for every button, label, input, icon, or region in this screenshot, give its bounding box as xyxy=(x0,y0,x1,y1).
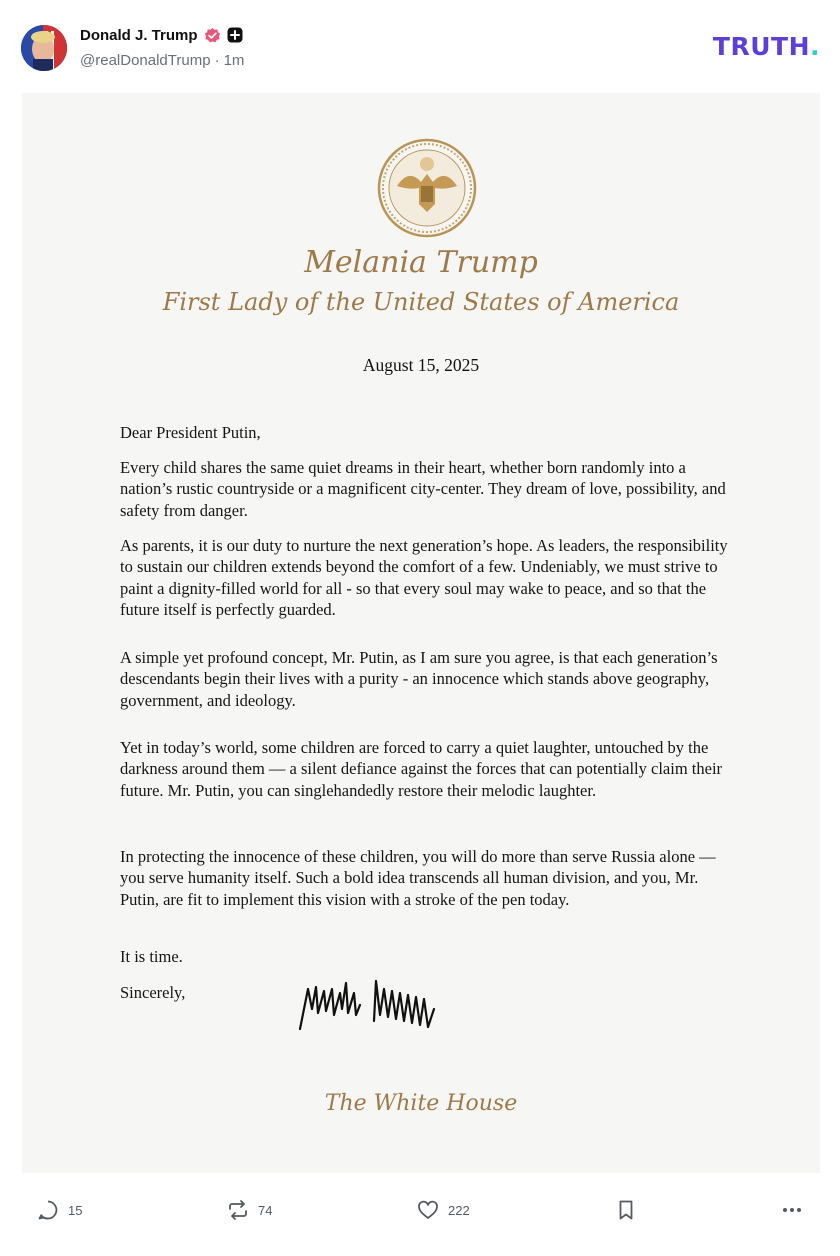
author-handle[interactable]: @realDonaldTrump xyxy=(80,52,211,69)
post-action-bar xyxy=(0,1190,840,1230)
like-button[interactable] xyxy=(416,1190,470,1230)
reply-button[interactable] xyxy=(36,1190,82,1230)
reply-count: 15 xyxy=(68,1202,83,1218)
letter-date: August 15, 2025 xyxy=(362,355,480,375)
retruth-count: 74 xyxy=(258,1202,273,1218)
letter-salutation: Dear President Putin, xyxy=(120,423,261,442)
author-display-name[interactable]: Donald J. Trump xyxy=(80,26,198,44)
heart-icon xyxy=(416,1198,440,1222)
bookmark-button[interactable] xyxy=(614,1190,638,1230)
letter-paragraph-5: In protecting the innocence of these children, you will do more than serve Russia alone — you serve humanity itself. Such a bold idea transcends all human division, and you, Mr. Putin, are fit to implement this vision with a stroke of the pen today. xyxy=(120,847,716,909)
truth-social-logo[interactable] xyxy=(713,32,820,61)
letter-closing-line: It is time. xyxy=(120,947,183,966)
plus-badge-icon xyxy=(227,27,243,43)
logo-dot: . xyxy=(810,32,820,61)
verified-badge-icon xyxy=(204,27,221,44)
letter-paragraph-3: A simple yet profound concept, Mr. Putin, as I am sure you agree, is that each generation’s descendants begin their lives with a purity - an innocence which stands above geography, government, and ideology. xyxy=(120,648,718,710)
like-count: 222 xyxy=(448,1202,470,1218)
retruth-button[interactable] xyxy=(226,1190,272,1230)
letter-paragraph-2: As parents, it is our duty to nurture the next generation’s hope. As leaders, the responsibility to sustain our children extends beyond the comfort of a few. Undeniably, we must strive to paint a dignity-filled world for all - so that every soul may wake to peace, and so that the future itself is perfectly guarded. xyxy=(120,536,728,620)
letter-paragraph-1: Every child shares the same quiet dreams in their heart, whether born randomly into a nation’s rustic countryside or a magnificent city-center. They dream of love, possibility, and safety from danger. xyxy=(120,458,726,520)
letter-paragraph-4: Yet in today’s world, some children are forced to carry a quiet laughter, untouched by the darkness around them — a silent defiance against the forces that can potentially claim their future. Mr. Putin, you can singlehandedly restore their melodic laughter. xyxy=(120,738,723,800)
presidential-seal-icon xyxy=(377,138,477,238)
logo-text: TRUTH xyxy=(712,32,810,61)
letter-footer: The White House xyxy=(324,1091,518,1116)
author-name-row xyxy=(80,25,243,45)
post-timestamp[interactable]: 1m xyxy=(223,52,245,69)
retruth-icon xyxy=(226,1198,250,1222)
letterhead-title: First Lady of the United States of America xyxy=(162,288,680,316)
more-icon xyxy=(780,1198,804,1222)
bookmark-icon xyxy=(614,1198,638,1222)
reply-icon xyxy=(36,1198,60,1222)
handwritten-signature xyxy=(294,969,444,1044)
letterhead-name: Melania Trump xyxy=(304,245,538,280)
author-avatar[interactable] xyxy=(21,25,67,71)
meta-separator: · xyxy=(214,52,220,69)
letter-signoff: Sincerely, xyxy=(120,983,186,1002)
avatar-image xyxy=(21,25,67,71)
post-header xyxy=(0,0,840,90)
author-handle-row xyxy=(80,52,244,69)
post-image-letter[interactable] xyxy=(22,93,820,1173)
more-options-button[interactable] xyxy=(780,1190,804,1230)
